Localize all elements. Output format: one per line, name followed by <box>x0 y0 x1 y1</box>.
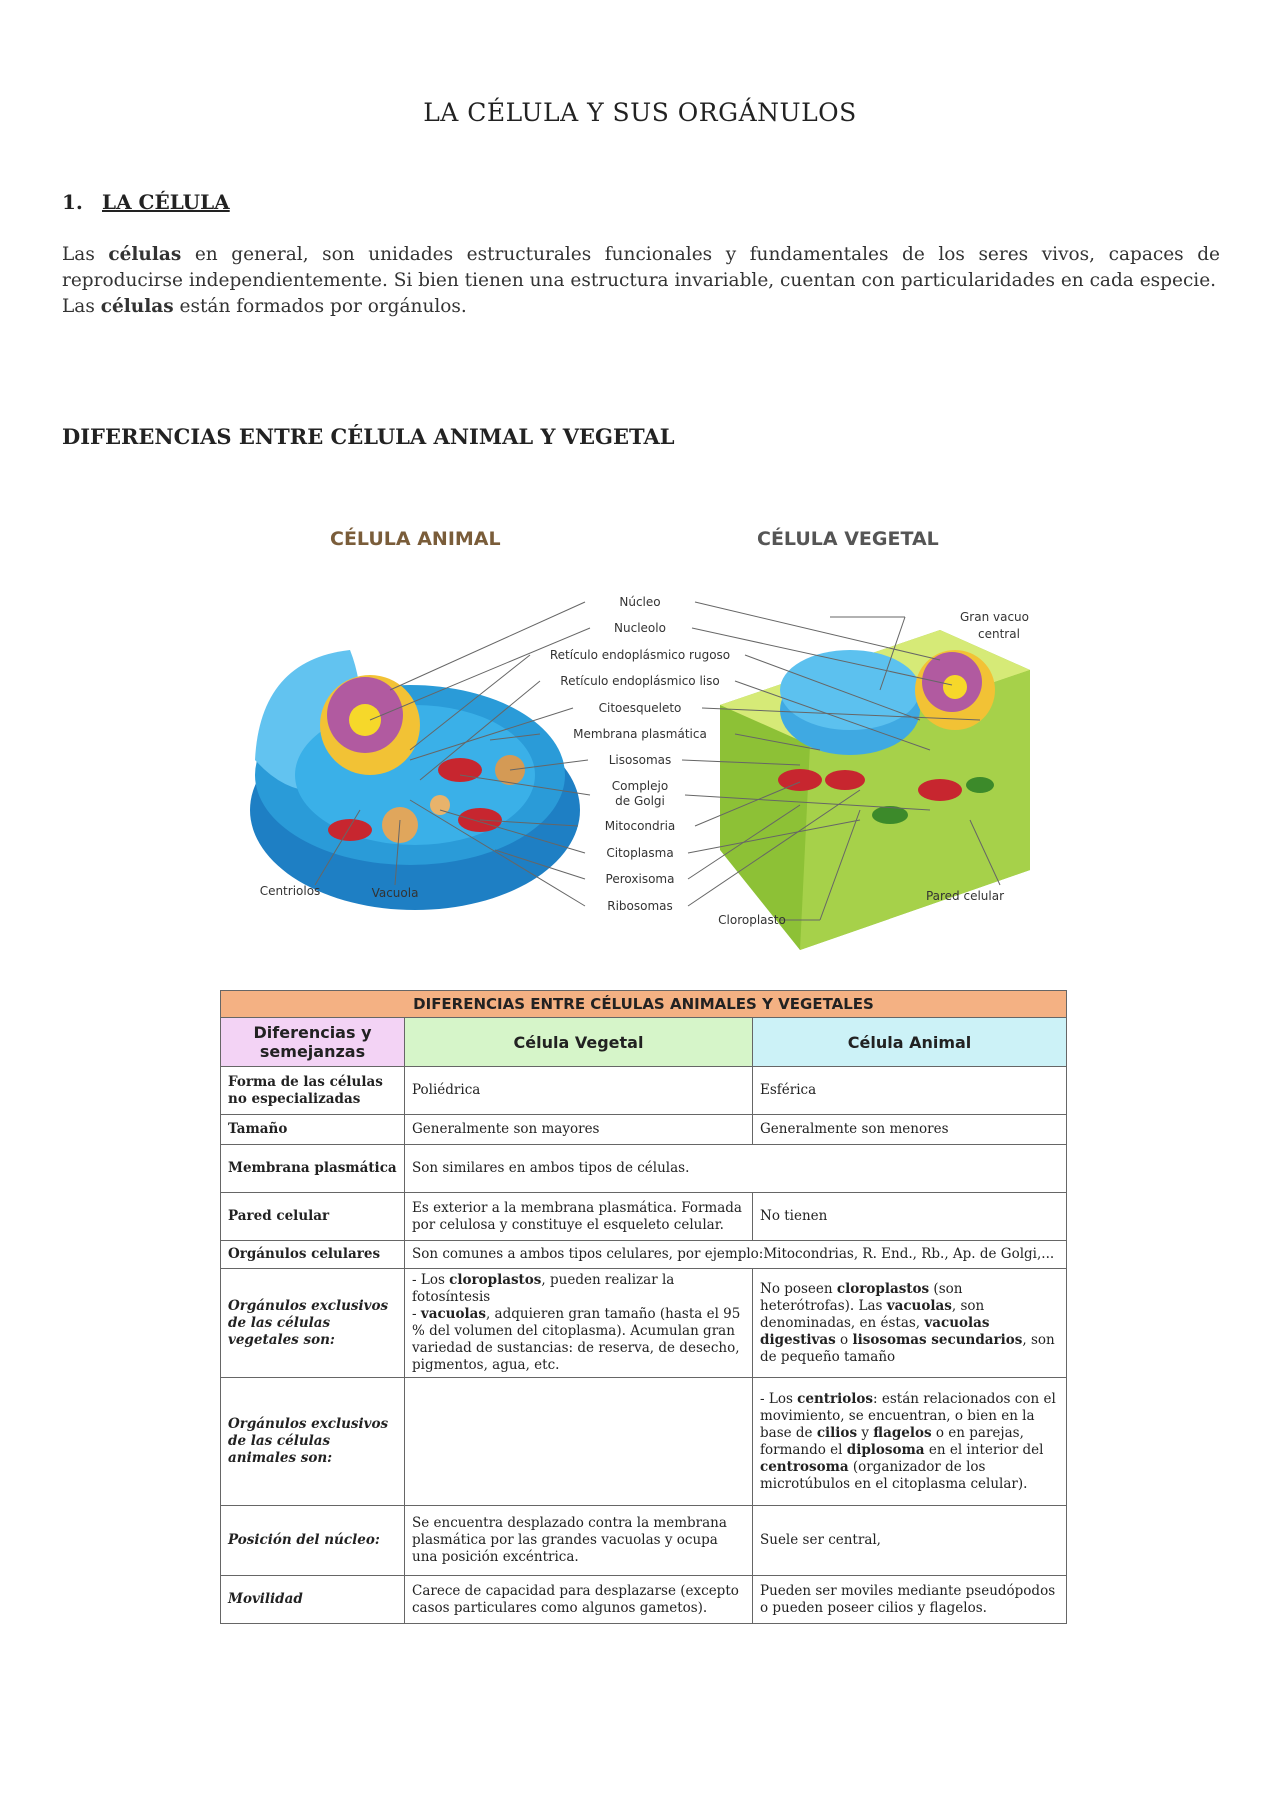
row-label: Membrana plasmática <box>221 1145 405 1193</box>
intro-paragraph-1: Las células en general, son unidades estructurales funcionales y fundamentales de los seres vivos, capaces de reproducirse independientemente. Si bien tienen una estructura invariable, cuentan con particularidades en cada especie. <box>62 244 1220 291</box>
label-rer: Retículo endoplásmico rugoso <box>549 648 731 662</box>
row-label: Forma de las células no especializadas <box>221 1067 405 1115</box>
header-diferencias: Diferencias y semejanzas <box>221 1018 405 1067</box>
cell-animal: No poseen cloroplastos (son heterótrofas). Las vacuolas, son denominadas, en éstas, vacuolas digestivas o lisosomas secundarios, son de pequeño tamaño <box>753 1269 1067 1378</box>
cell-vegetal: - Los cloroplastos, pueden realizar la fotosíntesis - vacuolas, adquieren gran tamaño (hasta el 95 % del volumen del citoplasma). Acumulan gran variedad de sustancias: de reserva, de desecho, pigmentos, agua, etc. <box>405 1269 753 1378</box>
table-row <box>221 1378 1067 1506</box>
cell-diagram <box>240 520 1040 970</box>
row-label: Orgánulos exclusivos de las células vegetales son: <box>221 1269 405 1378</box>
label-vacuola: Vacuola <box>371 886 419 900</box>
table-row <box>221 1067 1067 1115</box>
header-vegetal: Célula Vegetal <box>405 1018 753 1067</box>
label-nucleolo: Nucleolo <box>614 621 666 635</box>
table-row <box>221 1193 1067 1241</box>
intro-paragraph-2: Las células están formados por orgánulos. <box>62 296 467 317</box>
label-lisosomas: Lisosomas <box>608 753 672 767</box>
cell-animal: Esférica <box>753 1067 1067 1115</box>
label-centriolos: Centriolos <box>259 884 321 898</box>
table-row <box>221 1115 1067 1145</box>
cell-animal: - Los centriolos: están relacionados con el movimiento, se encuentran, o bien en la base de cilios y flagelos o en parejas, formando el diplosoma en el interior del centrosoma (organizador de los microtúbulos en el citoplasma celular). <box>753 1378 1067 1506</box>
plant-cell-title: CÉLULA VEGETAL <box>757 528 939 550</box>
label-ribosomas: Ribosomas <box>607 899 673 913</box>
label-pared: Pared celular <box>925 889 1005 903</box>
comparison-table <box>220 990 1067 1624</box>
label-cloroplasto: Cloroplasto <box>718 913 786 927</box>
subheading: DIFERENCIAS ENTRE CÉLULA ANIMAL Y VEGETAL <box>62 424 675 449</box>
table-row <box>221 1506 1067 1576</box>
table-row <box>221 1241 1067 1269</box>
row-label: Orgánulos exclusivos de las células animales son: <box>221 1378 405 1506</box>
animal-cell-title: CÉLULA ANIMAL <box>330 528 501 550</box>
label-golgi-2: de Golgi <box>615 794 665 808</box>
section-heading <box>62 190 230 214</box>
label-gran-vacuola-2: central <box>978 627 1020 641</box>
label-citoesqueleto: Citoesqueleto <box>598 701 682 715</box>
cell-vegetal: Carece de capacidad para desplazarse (excepto casos particulares como algunos gametos). <box>405 1576 753 1624</box>
label-peroxisoma: Peroxisoma <box>605 872 675 886</box>
row-label: Orgánulos celulares <box>221 1241 405 1269</box>
cell-vegetal: Generalmente son mayores <box>405 1115 753 1145</box>
section-number: 1. <box>62 190 83 214</box>
cell-vegetal-empty <box>405 1378 753 1506</box>
table-row <box>221 1576 1067 1624</box>
section-title: LA CÉLULA <box>102 190 230 214</box>
label-mitocondria: Mitocondria <box>604 819 676 833</box>
cell-animal: Generalmente son menores <box>753 1115 1067 1145</box>
cell-both: Son similares en ambos tipos de células. <box>405 1145 1067 1193</box>
table-row <box>221 1145 1067 1193</box>
table-title: DIFERENCIAS ENTRE CÉLULAS ANIMALES Y VEGETALES <box>221 991 1067 1018</box>
intro-text <box>62 242 1220 320</box>
table-row <box>221 1269 1067 1378</box>
label-gran-vacuola-1: Gran vacuo <box>960 610 1030 624</box>
cell-both: Son comunes a ambos tipos celulares, por ejemplo:Mitocondrias, R. End., Rb., Ap. de Golgi,... <box>405 1241 1067 1269</box>
label-membrana: Membrana plasmática <box>573 727 707 741</box>
cell-vegetal: Es exterior a la membrana plasmática. Formada por celulosa y constituye el esqueleto celular. <box>405 1193 753 1241</box>
label-nucleo: Núcleo <box>619 595 661 609</box>
cell-animal: Suele ser central, <box>753 1506 1067 1576</box>
label-golgi-1: Complejo <box>611 779 669 793</box>
cell-vegetal: Se encuentra desplazado contra la membrana plasmática por las grandes vacuolas y ocupa una posición excéntrica. <box>405 1506 753 1576</box>
cell-animal: No tienen <box>753 1193 1067 1241</box>
label-citoplasma: Citoplasma <box>606 846 674 860</box>
row-label: Movilidad <box>221 1576 405 1624</box>
row-label: Pared celular <box>221 1193 405 1241</box>
table-title-row <box>221 991 1067 1018</box>
table-header-row <box>221 1018 1067 1067</box>
document-title: LA CÉLULA Y SUS ORGÁNULOS <box>423 98 857 127</box>
row-label: Tamaño <box>221 1115 405 1145</box>
header-animal: Célula Animal <box>753 1018 1067 1067</box>
cell-vegetal: Poliédrica <box>405 1067 753 1115</box>
cell-animal: Pueden ser moviles mediante pseudópodos o pueden poseer cilios y flagelos. <box>753 1576 1067 1624</box>
label-rel: Retículo endoplásmico liso <box>560 674 720 688</box>
row-label: Posición del núcleo: <box>221 1506 405 1576</box>
